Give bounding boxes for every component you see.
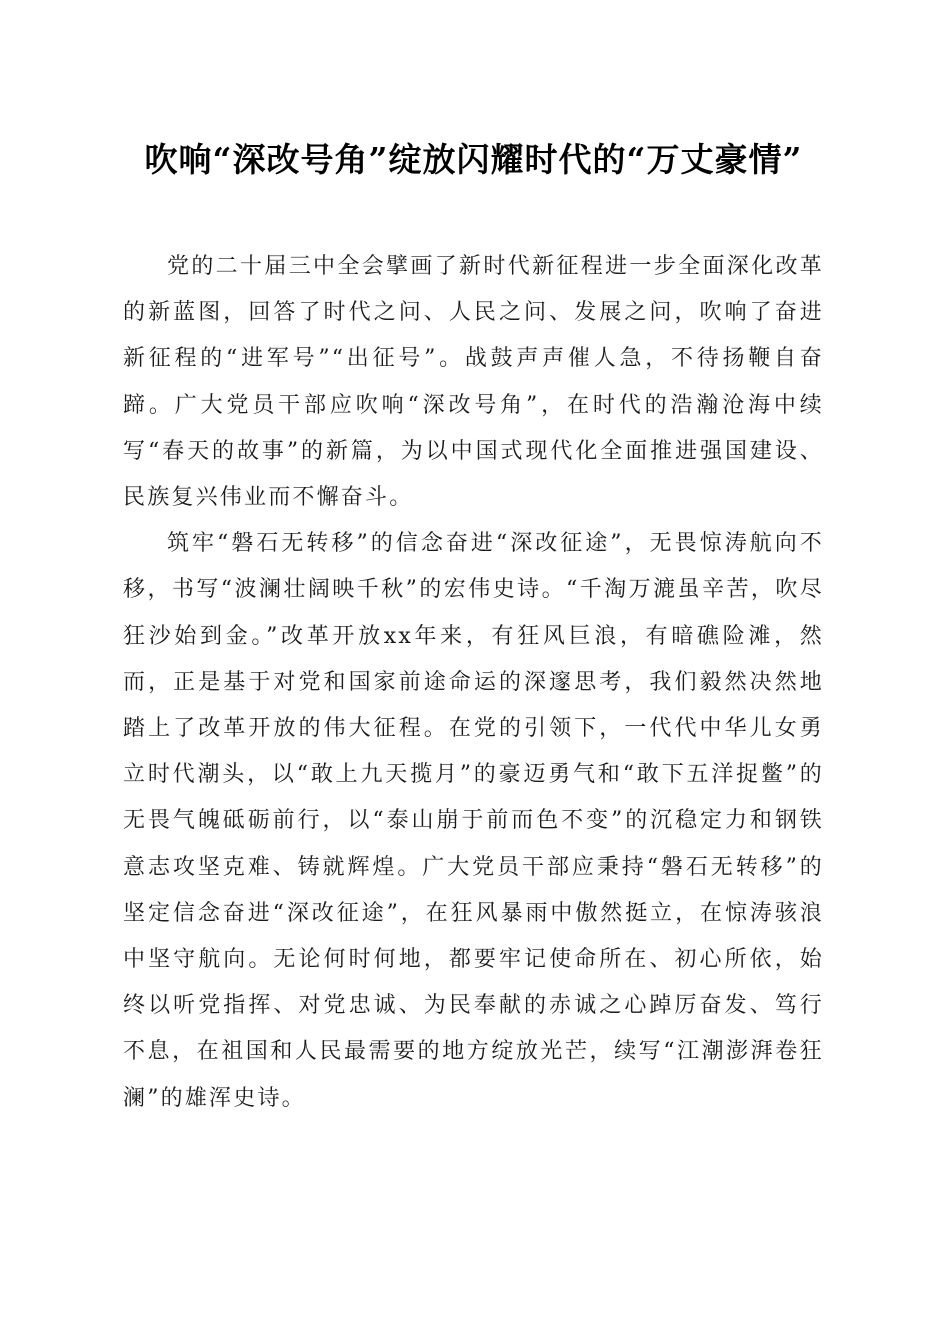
document-body bbox=[123, 244, 824, 1122]
body-paragraph-1: 党的二十届三中全会擘画了新时代新征程进一步全面深化改革的新蓝图，回答了时代之问、人民之问、发展之问，吹响了奋进新征程的“进军号”“出征号”。战鼓声声催人急，不待扬鞭自奋蹄。广大党员干部应吹响“深改号角”，在时代的浩瀚沧海中续写“春天的故事”的新篇，为以中国式现代化全面推进强国建设、民族复兴伟业而不懈奋斗。 bbox=[123, 254, 824, 511]
document-title: 吹响“深改号角”绽放闪耀时代的“万丈豪情” bbox=[144, 140, 803, 179]
body-paragraph-2: 筑牢“磐石无转移”的信念奋进“深改征途”，无畏惊涛航向不移，书写“波澜壮阔映千秋”的宏伟史诗。“千淘万漉虽辛苦，吹尽狂沙始到金。”改革开放xx年来，有狂风巨浪，有暗礁险滩，然而，正是基于对党和国家前途命运的深邃思考，我们毅然决然地踏上了改革开放的伟大征程。在党的引领下，一代代中华儿女勇立时代潮头，以“敢上九天揽月”的豪迈勇气和“敢下五洋捉鳖”的无畏气魄砥砺前行，以“泰山崩于前而色不变”的沉稳定力和钢铁意志攻坚克难、铸就辉煌。广大党员干部应秉持“磐石无转移”的坚定信念奋进“深改征途”，在狂风暴雨中傲然挺立，在惊涛骇浪中坚守航向。无论何时何地，都要牢记使命所在、初心所依，始终以听党指挥、对党忠诚、为民奉献的赤诚之心踔厉奋发、笃行不息，在祖国和人民最需要的地方绽放光芒，续写“江潮澎湃卷狂澜”的雄浑史诗。 bbox=[123, 531, 824, 1111]
